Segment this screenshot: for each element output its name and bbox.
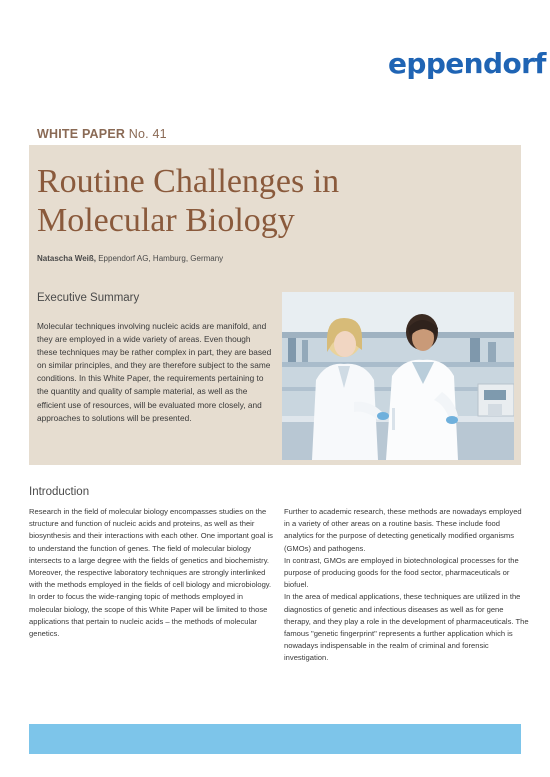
introduction-paragraph: Research in the field of molecular biology encompasses studies on the structure and function of nucleic acids and proteins, as well as their biosynthesis and their interactions with each other. One important goal is to understand the function of genes. The field of molecular biology intersects to a large degree with the fields of genetics and biochemistry. Moreover, the respective laboratory techniques are strongly interlinked with the methods employed in the fields of cell biology and microbiology. <box>29 507 273 590</box>
series-label: WHITE PAPER <box>37 127 126 141</box>
executive-summary-body <box>37 320 273 425</box>
title-line-2: Molecular Biology <box>37 202 295 239</box>
eppendorf-logo: eppendorf <box>388 47 546 80</box>
author-affiliation: Eppendorf AG, Hamburg, Germany <box>98 254 224 263</box>
introduction-paragraph: In order to focus the wide-ranging topic of methods employed in molecular biology, the scope of this White Paper will be limited to those applications that pertain to nucleic acids – the methods of molecular genetics. <box>29 592 268 639</box>
introduction-heading: Introduction <box>29 486 90 498</box>
introduction-paragraph: Further to academic research, these methods are nowadays employed in a variety of other areas on a routine basis. These include food analytics for the purpose of detecting genetically modified organisms (GMOs) and pathogens. <box>284 507 522 553</box>
introduction-column-right <box>284 506 529 665</box>
introduction-paragraph: In contrast, GMOs are employed in biotechnological processes for the purpose of producing goods for the food sector, pharmaceuticals or biofuel. <box>284 555 519 590</box>
lab-scientists-photo <box>282 292 514 460</box>
executive-summary-text: Molecular techniques involving nucleic acids are manifold, and they are employed in a wide variety of areas. Even though these techniques may be rather complex in part, they are based on similar principles, and they are therefore subject to the same conditions. In this White Paper, the requirements pertaining to the quantity and quality of sample material, as well as the efficient use of resources, will be evaluated more closely, and approaches to solutions will be presented. <box>37 321 272 423</box>
footer-bar <box>29 724 521 754</box>
introduction-paragraph: In the area of medical applications, these techniques are utilized in the diagnostics of genetic and infectious diseases as well as for gene therapy, and they play a role in the development of pharmaceuticals. The famous "genetic fingerprint" represents a further application which is nowadays indispensable in the realm of criminal and forensic investigation. <box>284 592 529 663</box>
title-line-1: Routine Challenges in <box>37 163 340 200</box>
white-paper-label <box>37 127 167 141</box>
series-number: No. 41 <box>128 127 167 141</box>
author-line <box>37 254 223 263</box>
author-name: Natascha Weiß, <box>37 254 96 263</box>
document-title <box>37 162 497 240</box>
introduction-column-left <box>29 506 274 640</box>
executive-summary-heading: Executive Summary <box>37 292 140 304</box>
